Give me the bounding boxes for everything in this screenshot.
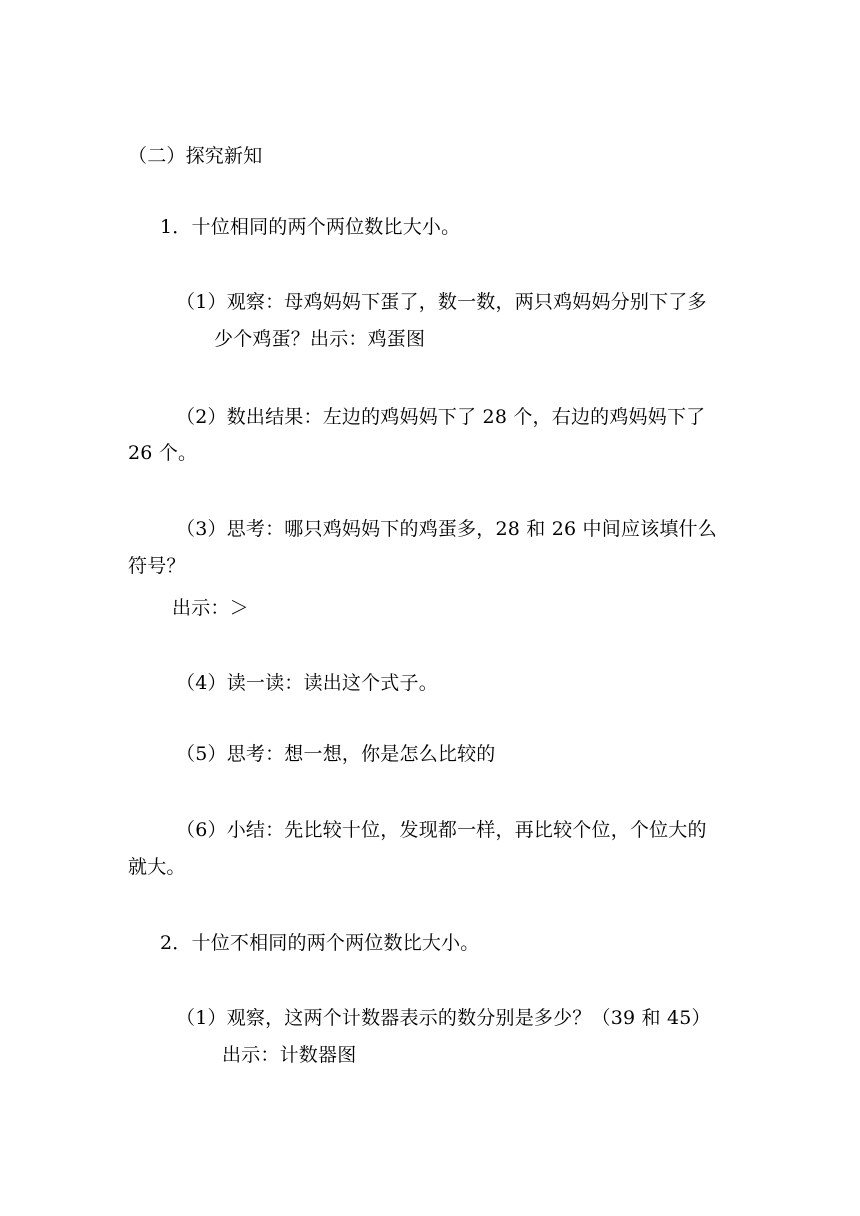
item-2-title: 2．十位不相同的两个两位数比大小。 [160,932,480,954]
item-1-para-5: （5）思考：想一想，你是怎么比较的 [176,743,496,765]
item-2-para-1-line-1: （1）观察，这两个计数器表示的数分别是多少？（39 和 45） [176,1007,711,1029]
item-1-para-1-line-1: （1）观察：母鸡妈妈下蛋了，数一数，两只鸡妈妈分别下了多 [176,291,707,313]
item-1-para-3-line-2: 符号？ [128,555,186,577]
item-1-para-4: （4）读一读：读出这个式子。 [176,672,438,694]
item-1-title: 1．十位相同的两个两位数比大小。 [160,216,461,238]
item-1-para-3-line-3: 出示：＞ [172,597,249,619]
item-1-para-1-line-2: 少个鸡蛋？出示：鸡蛋图 [214,328,426,350]
item-1-para-3-line-1: （3）思考：哪只鸡妈妈下的鸡蛋多，28 和 26 中间应该填什么 [176,518,717,540]
item-2-para-1-line-2: 出示：计数器图 [222,1044,357,1066]
section-heading: （二）探究新知 [128,145,263,167]
item-1-para-2-line-1: （2）数出结果：左边的鸡妈妈下了 28 个，右边的鸡妈妈下了 [176,406,706,428]
item-1-para-2-line-2: 26 个。 [128,442,198,464]
item-1-para-6-line-2: 就大。 [128,856,186,878]
item-1-para-6-line-1: （6）小结：先比较十位，发现都一样，再比较个位，个位大的 [176,819,707,841]
